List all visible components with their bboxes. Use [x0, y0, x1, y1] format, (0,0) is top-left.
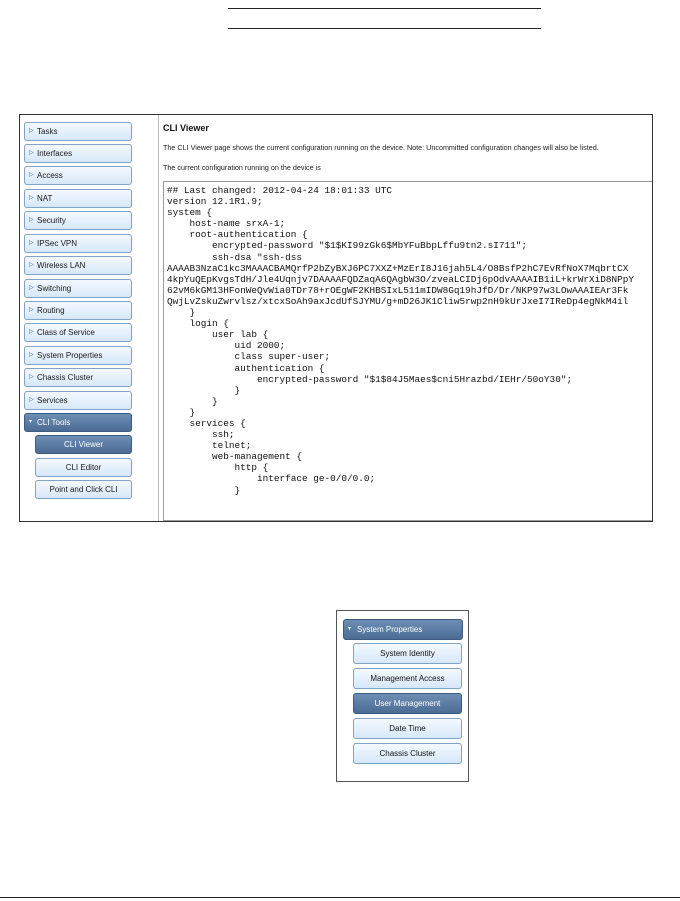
footer-rule [0, 897, 680, 898]
sp-item-chassis-cluster[interactable]: Chassis Cluster [353, 743, 462, 764]
code-line: uid 2000; [167, 340, 286, 352]
sidebar-subitem-point-and-click-cli[interactable]: Point and Click CLI [35, 480, 132, 499]
sidebar-item-ipsec-vpn[interactable] [24, 234, 132, 253]
code-line: interface ge-0/0/0.0; [167, 473, 376, 485]
sidebar-item-wireless-lan[interactable] [24, 256, 132, 275]
system-properties-screenshot [336, 610, 469, 782]
triangle-right-icon: ▷ [29, 397, 34, 403]
sidebar-item-class-of-service[interactable] [24, 323, 132, 342]
configuration-text [164, 182, 653, 496]
code-line: system { [167, 207, 213, 219]
code-line: http { [167, 462, 269, 474]
triangle-right-icon: ▷ [29, 195, 34, 201]
header-rule-top [228, 8, 541, 9]
sidebar-item-services[interactable] [24, 391, 132, 410]
code-line: version 12.1R1.9; [167, 196, 263, 208]
triangle-down-icon: ▾ [29, 419, 33, 425]
code-line: ssh; [167, 429, 235, 441]
code-line: } [167, 406, 196, 418]
sidebar-item-switching[interactable] [24, 279, 132, 298]
sidebar-item-label: Access [37, 171, 63, 180]
triangle-right-icon: ▷ [29, 217, 34, 223]
sidebar-item-label: Tasks [37, 127, 58, 136]
sidebar-item-cli-tools[interactable] [24, 413, 132, 432]
sp-item-management-access[interactable]: Management Access [353, 668, 462, 689]
code-line: web-management { [167, 451, 303, 463]
header-rule-bottom [228, 28, 541, 29]
sidebar-item-label: System Properties [37, 351, 103, 360]
code-line: services { [167, 417, 246, 429]
sp-item-user-management[interactable]: User Management [353, 693, 462, 714]
sp-item-date-time[interactable]: Date Time [353, 718, 462, 739]
sidebar-subitem-cli-editor[interactable]: CLI Editor [35, 458, 132, 477]
code-line: encrypted-password "$1$84J5Maes$cni5Hrazbd/IEHr/50oY30"; [167, 373, 573, 385]
code-line: } [167, 484, 241, 496]
triangle-right-icon: ▷ [29, 172, 34, 178]
sidebar-item-nat[interactable] [24, 189, 132, 208]
triangle-right-icon: ▷ [29, 374, 34, 380]
code-line: telnet; [167, 440, 252, 452]
triangle-down-icon: ▾ [348, 626, 352, 632]
code-line: user lab { [167, 329, 269, 341]
sidebar-item-label: Wireless LAN [37, 261, 86, 270]
page-description: The CLI Viewer page shows the current configuration running on the device. Note: Uncommitted configuration changes will also be listed. [163, 143, 599, 152]
code-line: authentication { [167, 362, 325, 374]
sidebar-item-routing[interactable] [24, 301, 132, 320]
sidebar-divider [158, 115, 159, 522]
code-line: 62vM6kGM13HFonWeQvWia0TDr78+rOEgWF2KHBSIxL511mIDW8Gq19hJfD/Dr/NKP97w3LOwAAAIEAr3Fk [167, 284, 629, 296]
code-line: AAAAB3NzaC1kc3MAAACBAMQrfP2bZyBXJ6PC7XXZ+MzErI8J16jah5L4/O8BsfP2hC7EvRfNoX7MqbrtCX [167, 262, 629, 274]
sidebar-item-label: Routing [37, 306, 65, 315]
triangle-right-icon: ▷ [29, 128, 34, 134]
sidebar-item-chassis-cluster[interactable] [24, 368, 132, 387]
code-line: encrypted-password "$1$KI99zGk6$MbYFuBbpLffu9tn2.sI711"; [167, 240, 528, 252]
sidebar-item-label: Switching [37, 284, 72, 293]
sidebar-item-label: IPSec VPN [37, 239, 78, 248]
triangle-right-icon: ▷ [29, 352, 34, 358]
configuration-viewer[interactable] [163, 181, 653, 521]
triangle-right-icon: ▷ [29, 262, 34, 268]
code-line: class super-user; [167, 351, 331, 363]
triangle-right-icon: ▷ [29, 307, 34, 313]
code-line: host-name srxA-1; [167, 218, 286, 230]
code-line: } [167, 395, 218, 407]
sidebar-item-label: Services [37, 396, 68, 405]
sidebar-item-access[interactable] [24, 166, 132, 185]
triangle-right-icon: ▷ [29, 285, 34, 291]
triangle-right-icon: ▷ [29, 240, 34, 246]
code-line: 4kpYuQEpKvgsTdH/Jle4Uqnjv7DAAAAFQDZaqA6QAgbW3O/zveaLCIDj6pOdvAAAAIB1iL+krWrXiD8NPpY [167, 273, 634, 285]
sidebar-item-label: Interfaces [37, 149, 73, 158]
sidebar-item-label: CLI Tools [37, 418, 71, 427]
sidebar-item-interfaces[interactable] [24, 144, 132, 163]
code-line: ## Last changed: 2012-04-24 18:01:33 UTC [167, 185, 393, 196]
config-caption: The current configuration running on the device is [163, 163, 321, 172]
code-line: } [167, 307, 196, 319]
sidebar-item-security[interactable] [24, 211, 132, 230]
cli-viewer-screenshot [19, 114, 653, 522]
sidebar-item-label: Chassis Cluster [37, 373, 94, 382]
sidebar-subitem-cli-viewer[interactable]: CLI Viewer [35, 435, 132, 454]
system-properties-label: System Properties [357, 625, 423, 634]
code-line: } [167, 384, 241, 396]
sp-item-system-identity[interactable]: System Identity [353, 643, 462, 664]
code-line: root-authentication { [167, 229, 308, 241]
main-content [163, 123, 653, 496]
code-line: login { [167, 318, 229, 330]
triangle-right-icon: ▷ [29, 150, 34, 156]
sidebar-item-system-properties[interactable] [24, 346, 132, 365]
sidebar-item-tasks[interactable] [24, 122, 132, 141]
sidebar-item-label: NAT [37, 194, 53, 203]
sidebar-item-label: Class of Service [37, 328, 95, 337]
code-line: QwjLvZskuZwrvlsz/xtcxSoAh9axJcdUfSJYMU/g+mD26JK1Cliw5rwp2nH9kUrJxeI7IReDp4egNkM4il [167, 295, 629, 307]
sidebar-item-label: Security [37, 216, 66, 225]
triangle-right-icon: ▷ [29, 329, 34, 335]
system-properties-header[interactable] [343, 619, 463, 640]
page-title: CLI Viewer [163, 123, 209, 133]
code-line: ssh-dsa "ssh-dss [167, 251, 303, 263]
